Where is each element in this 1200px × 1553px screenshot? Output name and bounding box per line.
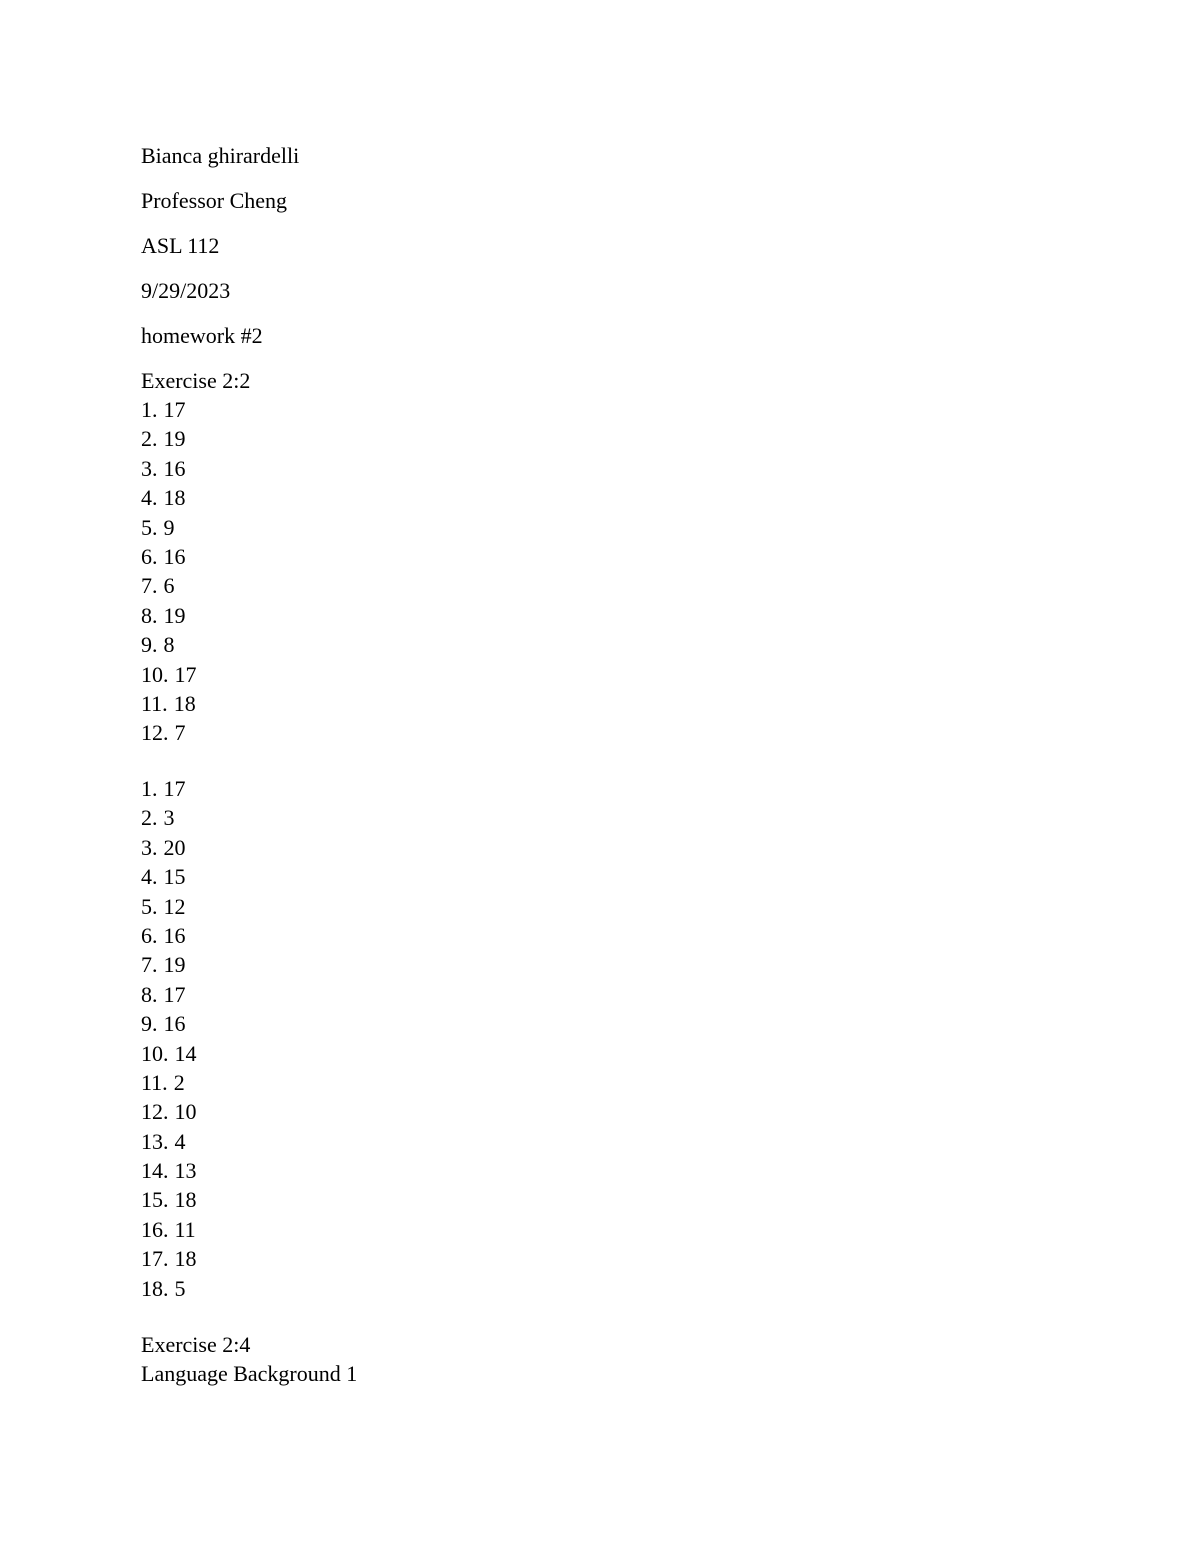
list-item: 8. 17 <box>141 981 186 1007</box>
student-name: Bianca ghirardelli <box>141 143 300 168</box>
list-item: 7. 19 <box>141 952 186 978</box>
professor-name: Professor Cheng <box>141 188 288 213</box>
list-item: 5. 12 <box>141 893 186 919</box>
list-item: 5. 9 <box>141 514 175 540</box>
list-item: 9. 8 <box>141 632 175 658</box>
list-item: 4. 18 <box>141 485 186 511</box>
list-item: 2. 19 <box>141 426 186 452</box>
list-item: 3. 16 <box>141 455 186 481</box>
list-item: 2. 3 <box>141 805 175 831</box>
list-item: 14. 13 <box>141 1158 197 1184</box>
list-item: 10. 14 <box>141 1040 197 1066</box>
list-item: 3. 20 <box>141 834 186 860</box>
exercise-2-4-title: Exercise 2:4 <box>141 1332 251 1357</box>
list-item: 11. 2 <box>141 1069 185 1095</box>
list-item: 11. 18 <box>141 690 196 716</box>
assignment-date: 9/29/2023 <box>141 278 231 303</box>
list-item: 17. 18 <box>141 1246 197 1272</box>
list-item: 12. 10 <box>141 1099 197 1125</box>
course-name: ASL 112 <box>141 233 220 258</box>
list-item: 1. 17 <box>141 776 186 801</box>
assignment-title: homework #2 <box>141 323 263 348</box>
list-item: 18. 5 <box>141 1275 186 1301</box>
list-item: 13. 4 <box>141 1128 186 1154</box>
list-item: 9. 16 <box>141 1011 186 1037</box>
exercise-2-4-subtitle: Language Background 1 <box>141 1361 358 1386</box>
list-item: 6. 16 <box>141 922 186 948</box>
list-item: 12. 7 <box>141 720 186 746</box>
list-item: 10. 17 <box>141 661 197 687</box>
list-item: 4. 15 <box>141 864 186 890</box>
list-item: 15. 18 <box>141 1187 197 1213</box>
list-item: 16. 11 <box>141 1216 196 1242</box>
exercise-2-2-part2-list <box>141 774 197 1303</box>
exercise-2-2-title: Exercise 2:2 <box>141 368 251 393</box>
list-item: 1. 17 <box>141 397 186 422</box>
exercise-2-2-part1-list <box>141 395 197 748</box>
list-item: 7. 6 <box>141 573 175 599</box>
list-item: 8. 19 <box>141 602 186 628</box>
list-item: 6. 16 <box>141 543 186 569</box>
